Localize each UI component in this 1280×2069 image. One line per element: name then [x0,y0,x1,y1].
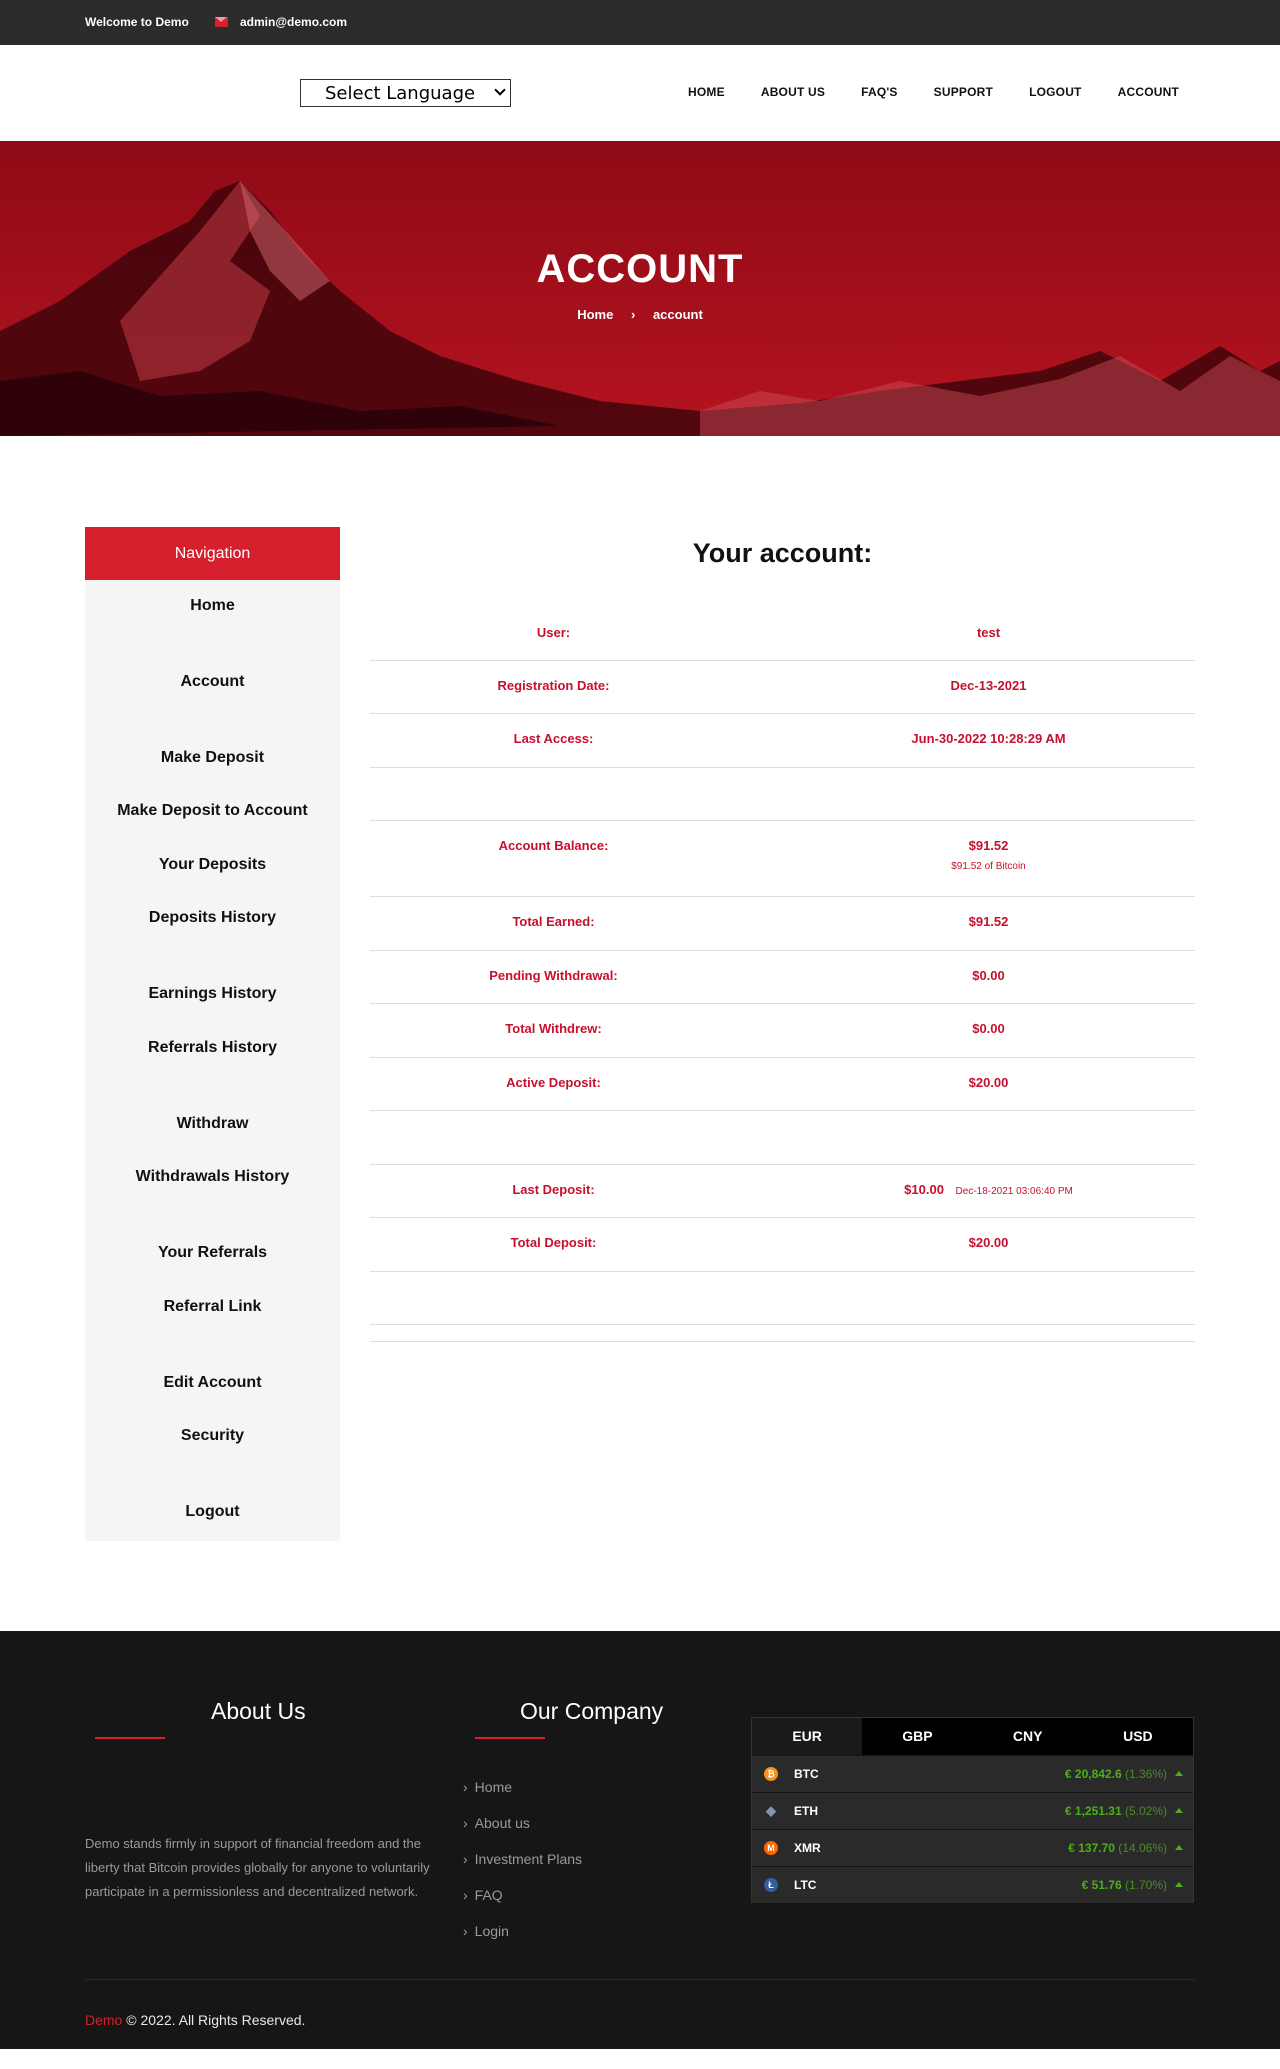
about-underline [95,1737,165,1739]
row-value: $91.52 [968,914,1009,929]
coin-price [1065,1767,1167,1781]
chevron-down-icon [494,84,505,95]
language-select-value: Select Language [325,82,476,104]
crypto-price-widget [751,1717,1194,1903]
copyright-brand[interactable]: Demo [85,2012,123,2028]
company-links [463,1779,582,1959]
row-account-balance [370,821,1195,897]
chevron-right-icon: › [463,1815,468,1831]
balance-value: $91.52 [968,838,1009,853]
arrow-up-icon [1175,1845,1183,1850]
price-change: (1.70%) [1124,1878,1167,1892]
row-value: $0.00 [972,968,1005,983]
chevron-right-icon: › [463,1887,468,1903]
price-value: € 1,251.31 [1064,1804,1122,1818]
sidebar-item-account[interactable]: Account [180,673,245,690]
row-label: Total Withdrew: [505,1021,602,1036]
crypto-row-btc [752,1755,1193,1792]
balance-subtext: $91.52 of Bitcoin [951,861,1026,872]
currency-tabs [752,1718,1193,1755]
page-title: ACCOUNT [536,247,744,291]
last-deposit-value: $10.00 [904,1182,944,1197]
ethereum-icon: ◆ [766,1803,776,1818]
site-header [0,45,1280,141]
row-label: Total Earned: [512,914,595,929]
account-sidebar [85,527,340,1541]
copyright-text: © 2022. All Rights Reserved. [126,2012,306,2028]
crypto-row-xmr [752,1829,1193,1866]
arrow-up-icon [1175,1771,1183,1776]
copyright [85,2012,305,2028]
envelope-icon [215,17,228,27]
about-text: Demo stands firmly in support of financial freedom and the liberty that Bitcoin provides globally for anyone to voluntarily participate in a permissionless and decentralized network. [85,1836,430,1899]
company-underline [475,1737,545,1739]
sidebar-item-security[interactable]: Security [180,1427,245,1444]
row-value [782,1182,1195,1197]
sidebar-item-deposits-history[interactable]: Deposits History [148,909,277,926]
row-value: test [976,625,1001,640]
last-deposit-date: Dec-18-2021 03:06:40 PM [955,1186,1073,1197]
row-value [782,838,1195,872]
row-registration-date [370,661,1195,714]
sidebar-item-edit-account[interactable]: Edit Account [163,1374,262,1391]
row-last-deposit [370,1165,1195,1218]
coin-symbol: ETH [794,1804,818,1818]
row-value: Dec-13-2021 [950,678,1027,693]
crypto-row-ltc [752,1866,1193,1903]
tab-eur[interactable]: EUR [752,1718,862,1755]
sidebar-item-referrals-history[interactable]: Referrals History [148,1039,277,1056]
tab-cny[interactable]: CNY [1012,1728,1043,1744]
about-title: About Us [211,1698,306,1724]
row-label: Last Deposit: [512,1182,595,1197]
site-footer [0,1631,1280,2049]
price-value: € 137.70 [1068,1841,1115,1855]
sidebar-item-earnings-history[interactable]: Earnings History [148,985,277,1002]
row-total-withdrew [370,1004,1195,1058]
tab-usd[interactable]: USD [1123,1728,1153,1744]
sidebar-item-referral-link[interactable]: Referral Link [163,1298,262,1315]
main-nav [652,85,1179,99]
row-total-deposit [370,1218,1195,1272]
sidebar-item-withdrawals-history[interactable]: Withdrawals History [135,1168,290,1185]
row-label: Active Deposit: [506,1075,601,1090]
row-label: User: [536,625,571,640]
row-value: $20.00 [968,1235,1009,1250]
company-title: Our Company [520,1698,664,1724]
price-value: € 51.76 [1081,1878,1122,1892]
price-value: € 20,842.6 [1064,1767,1122,1781]
row-spacer [370,768,1195,821]
bitcoin-icon: ₿ [764,1767,778,1781]
footer-link-home[interactable] [463,1779,582,1815]
coin-price [1065,1804,1167,1818]
sidebar-item-make-deposit[interactable]: Make Deposit [160,749,265,766]
email-text: admin@demo.com [240,15,348,29]
row-label: Account Balance: [498,838,609,853]
sidebar-item-your-referrals[interactable]: Your Referrals [157,1244,268,1261]
nav-logout[interactable]: LOGOUT [1029,85,1082,99]
footer-link-faq[interactable] [463,1887,582,1923]
row-spacer [370,1325,1195,1342]
coin-price [1068,1841,1167,1855]
chevron-right-icon: › [463,1851,468,1867]
sidebar-item-make-deposit-to-account[interactable]: Make Deposit to Account [117,802,308,819]
row-label: Registration Date: [497,678,610,693]
sidebar-title: Navigation [85,527,340,580]
row-label: Last Access: [513,731,594,746]
row-spacer [370,1272,1195,1325]
row-active-deposit [370,1058,1195,1111]
chevron-right-icon: › [463,1923,468,1939]
nav-support[interactable]: SUPPORT [933,85,994,99]
litecoin-icon: Ł [764,1878,778,1892]
footer-divider [85,1979,1195,1980]
top-bar [0,0,1280,45]
hero-banner [0,141,1280,436]
arrow-up-icon [1175,1882,1183,1887]
breadcrumb [0,307,1280,322]
nav-faqs[interactable]: FAQ'S [861,85,898,99]
footer-link-about-us[interactable] [463,1815,582,1851]
breadcrumb-home[interactable]: Home [577,307,614,322]
chevron-right-icon: › [463,1779,468,1795]
row-label: Pending Withdrawal: [489,968,618,983]
sidebar-item-home[interactable]: Home [190,597,235,614]
nav-home[interactable]: HOME [688,85,725,99]
price-change: (14.06%) [1118,1841,1167,1855]
welcome-text: Welcome to Demo [85,15,189,29]
row-value: $20.00 [968,1075,1009,1090]
row-user [370,610,1195,661]
link-label: Login [474,1923,509,1939]
row-total-earned [370,897,1195,951]
link-label: About us [474,1815,530,1831]
row-spacer [370,1111,1195,1165]
breadcrumb-current: account [652,307,703,322]
coin-symbol: XMR [794,1841,821,1855]
row-value: $0.00 [972,1021,1005,1036]
monero-icon: M [764,1841,778,1855]
coin-symbol: BTC [794,1767,819,1781]
coin-price [1082,1878,1167,1892]
contact-email[interactable] [215,15,347,29]
price-change: (1.36%) [1124,1767,1167,1781]
row-value: Jun-30-2022 10:28:29 AM [911,731,1066,746]
row-pending-withdrawal [370,951,1195,1004]
page-bottom [0,2049,1280,2069]
tab-gbp[interactable]: GBP [902,1728,933,1744]
footer-link-login[interactable] [463,1923,582,1959]
sidebar-item-logout[interactable]: Logout [185,1503,240,1520]
coin-symbol: LTC [794,1878,817,1892]
chevron-right-icon: › [630,307,636,322]
row-last-access [370,714,1195,768]
nav-account[interactable]: ACCOUNT [1117,85,1179,99]
link-label: FAQ [474,1887,503,1903]
nav-about-us[interactable]: ABOUT US [760,85,826,99]
sidebar-item-your-deposits[interactable]: Your Deposits [158,856,267,873]
price-change: (5.02%) [1124,1804,1167,1818]
link-label: Investment Plans [474,1851,583,1867]
sidebar-item-withdraw[interactable]: Withdraw [176,1115,249,1132]
account-title: Your account: [692,538,873,568]
footer-link-investment-plans[interactable] [463,1851,582,1887]
arrow-up-icon [1175,1808,1183,1813]
row-label: Total Deposit: [510,1235,597,1250]
language-select[interactable] [300,79,511,107]
link-label: Home [474,1779,513,1795]
crypto-row-eth [752,1792,1193,1829]
